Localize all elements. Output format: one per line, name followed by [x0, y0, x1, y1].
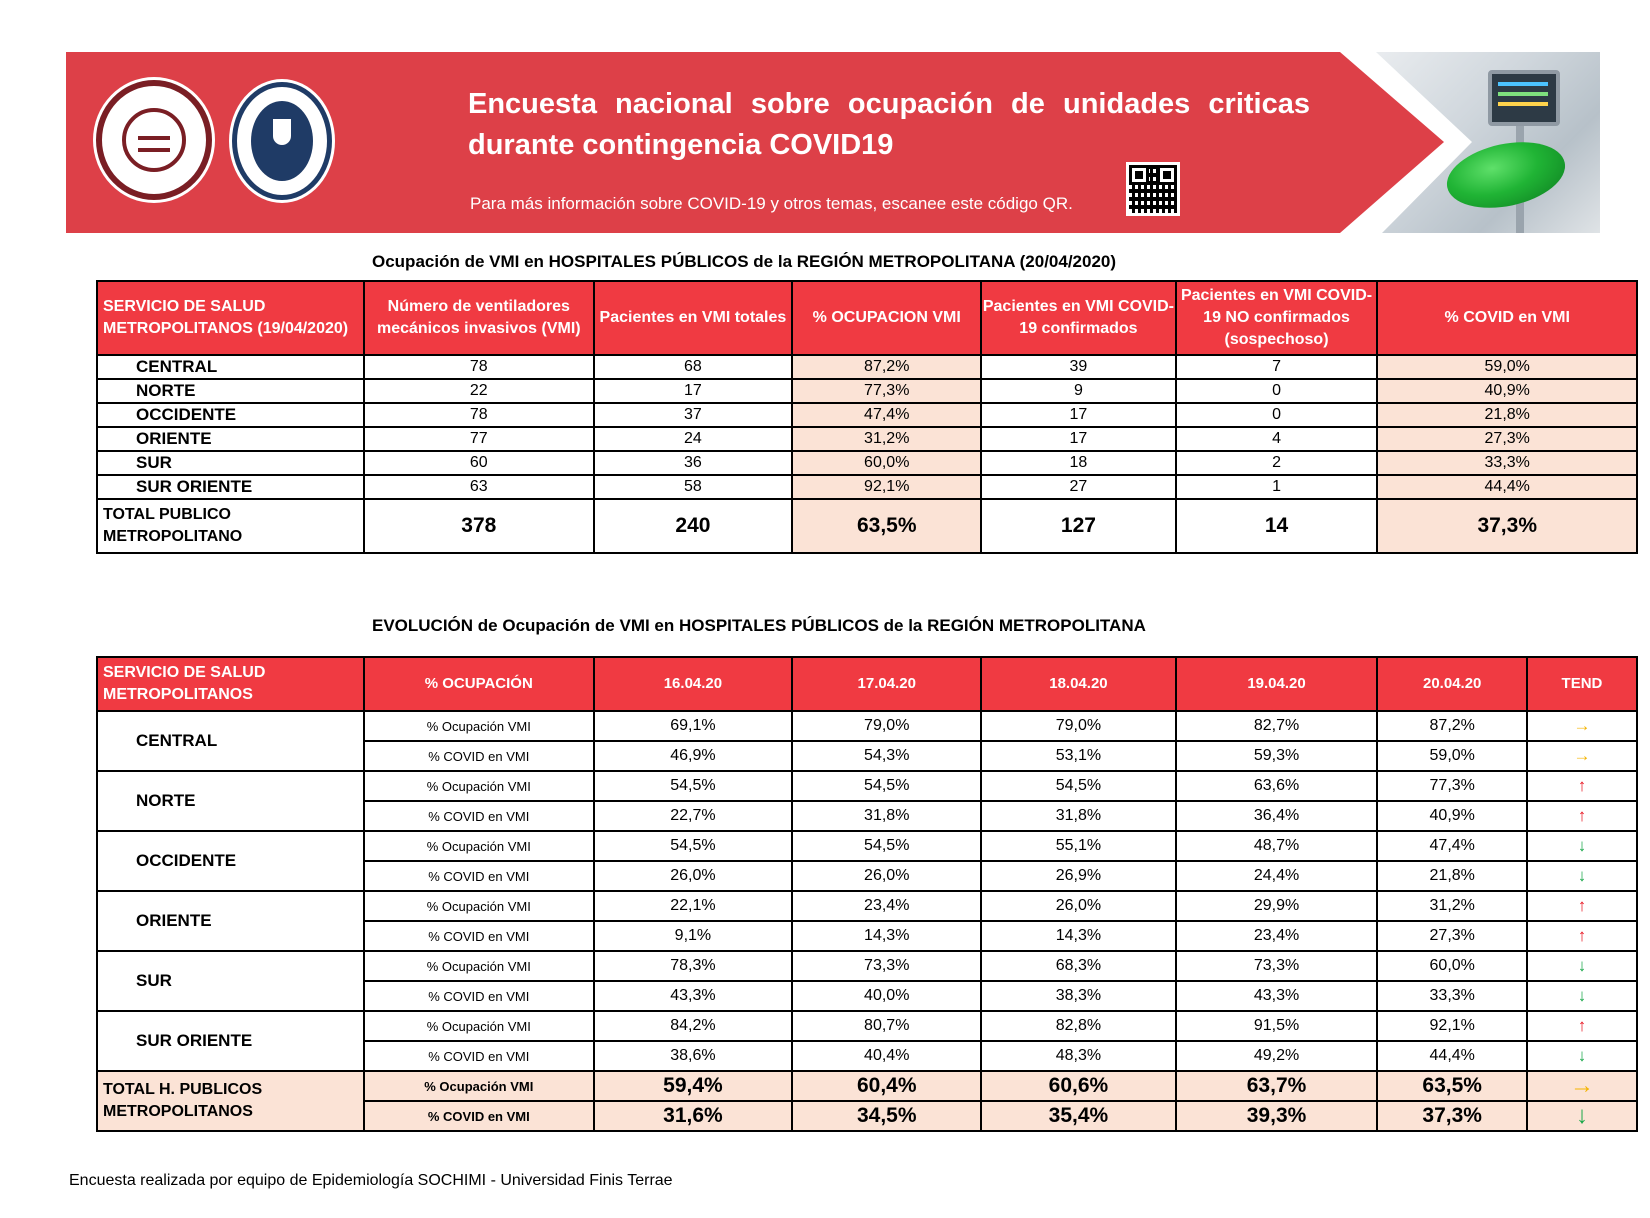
- total-row: [97, 499, 1637, 553]
- table-cell: 21,8%: [1377, 403, 1637, 427]
- table2-title: EVOLUCIÓN de Ocupación de VMI en HOSPITALES PÚBLICOS de la REGIÓN METROPOLITANA: [372, 616, 1146, 635]
- table-cell: 77,3%: [792, 379, 981, 403]
- table-cell: 87,2%: [792, 355, 981, 379]
- table-cell: 63,5%: [1377, 1071, 1527, 1101]
- metric-label: % Ocupación VMI: [364, 951, 594, 981]
- table2-header: 20.04.20: [1377, 657, 1527, 711]
- table-cell: 14,3%: [981, 921, 1175, 951]
- table-cell: 37: [594, 403, 793, 427]
- table1-header: Número de ventiladores mecánicos invasivos (VMI): [364, 281, 594, 355]
- table-row: [97, 475, 1637, 499]
- table-cell: 31,8%: [792, 801, 981, 831]
- table-cell: 78,3%: [594, 951, 793, 981]
- table-cell: 63,6%: [1176, 771, 1378, 801]
- table-cell: 54,5%: [792, 771, 981, 801]
- table-cell: 53,1%: [981, 741, 1175, 771]
- table-row: [97, 403, 1637, 427]
- table-row: [97, 451, 1637, 475]
- metric-label: % Ocupación VMI: [364, 1011, 594, 1041]
- trend-arrow-icon: ↓: [1527, 1041, 1637, 1071]
- table-cell: 27: [981, 475, 1175, 499]
- trend-arrow-icon: ↑: [1527, 891, 1637, 921]
- table-row: [97, 771, 1637, 801]
- table-row: [97, 1011, 1637, 1041]
- table-cell: 378: [364, 499, 594, 553]
- table-cell: 80,7%: [792, 1011, 981, 1041]
- table2-header: SERVICIO DE SALUD METROPOLITANOS: [97, 657, 364, 711]
- table-cell: 49,2%: [1176, 1041, 1378, 1071]
- table-cell: 54,5%: [981, 771, 1175, 801]
- table-cell: 68: [594, 355, 793, 379]
- metric-label: % COVID en VMI: [364, 1101, 594, 1131]
- table2-header: 16.04.20: [594, 657, 793, 711]
- table-cell: 39,3%: [1176, 1101, 1378, 1131]
- table-cell: 21,8%: [1377, 861, 1527, 891]
- trend-arrow-icon: →: [1527, 741, 1637, 771]
- table-cell: 78: [364, 355, 594, 379]
- table-cell: 0: [1176, 403, 1378, 427]
- table-cell: 9,1%: [594, 921, 793, 951]
- table-cell: 14,3%: [792, 921, 981, 951]
- trend-arrow-icon: ↓: [1527, 951, 1637, 981]
- table-cell: 82,8%: [981, 1011, 1175, 1041]
- table-cell: 43,3%: [594, 981, 793, 1011]
- table-cell: 78: [364, 403, 594, 427]
- table-row: [97, 379, 1637, 403]
- occupancy-table: [96, 280, 1638, 554]
- table-cell: 92,1%: [1377, 1011, 1527, 1041]
- table-cell: 40,4%: [792, 1041, 981, 1071]
- table-row: [97, 831, 1637, 861]
- table-cell: 47,4%: [1377, 831, 1527, 861]
- table-cell: 54,5%: [594, 831, 793, 861]
- table1-header: Pacientes en VMI COVID-19 confirmados: [981, 281, 1175, 355]
- finis-terrae-logo: [232, 82, 332, 200]
- table-cell: 38,3%: [981, 981, 1175, 1011]
- trend-arrow-icon: ↑: [1527, 921, 1637, 951]
- table-cell: 34,5%: [792, 1101, 981, 1131]
- page-title: Encuesta nacional sobre ocupación de unidades criticas durante contingencia COVID19: [468, 88, 1310, 161]
- table1-header: Pacientes en VMI COVID-19 NO confirmados (sospechoso): [1176, 281, 1378, 355]
- table-cell: 47,4%: [792, 403, 981, 427]
- table-cell: 26,0%: [594, 861, 793, 891]
- table-cell: 69,1%: [594, 711, 793, 741]
- table-cell: 38,6%: [594, 1041, 793, 1071]
- table-cell: 73,3%: [1176, 951, 1378, 981]
- metric-label: % COVID en VMI: [364, 741, 594, 771]
- table-row: [97, 711, 1637, 741]
- table-cell: 7: [1176, 355, 1378, 379]
- trend-arrow-icon: →: [1527, 711, 1637, 741]
- table-cell: 14: [1176, 499, 1378, 553]
- metric-label: % Ocupación VMI: [364, 711, 594, 741]
- table-cell: TOTAL PUBLICO METROPOLITANO: [97, 499, 364, 553]
- metric-label: % Ocupación VMI: [364, 771, 594, 801]
- table-cell: 77: [364, 427, 594, 451]
- table-row: [97, 951, 1637, 981]
- table-cell: 40,9%: [1377, 379, 1637, 403]
- page-subtitle: Para más información sobre COVID-19 y otros temas, escanee este código QR.: [470, 194, 1073, 213]
- table-cell: 58: [594, 475, 793, 499]
- table-cell: OCCIDENTE: [97, 403, 364, 427]
- metric-label: % COVID en VMI: [364, 921, 594, 951]
- table-cell: 60,6%: [981, 1071, 1175, 1101]
- table-cell: 87,2%: [1377, 711, 1527, 741]
- service-name: ORIENTE: [97, 891, 364, 951]
- table-cell: 40,0%: [792, 981, 981, 1011]
- table-cell: 59,4%: [594, 1071, 793, 1101]
- metric-label: % COVID en VMI: [364, 981, 594, 1011]
- service-name: TOTAL H. PUBLICOS METROPOLITANOS: [97, 1071, 364, 1131]
- table-cell: 26,0%: [792, 861, 981, 891]
- metric-label: % COVID en VMI: [364, 801, 594, 831]
- table-cell: 44,4%: [1377, 1041, 1527, 1071]
- table-cell: 48,7%: [1176, 831, 1378, 861]
- table-cell: 60,0%: [1377, 951, 1527, 981]
- table-cell: ORIENTE: [97, 427, 364, 451]
- table-cell: 2: [1176, 451, 1378, 475]
- footnote: Encuesta realizada por equipo de Epidemiología SOCHIMI - Universidad Finis Terrae: [69, 1172, 673, 1189]
- table-cell: 127: [981, 499, 1175, 553]
- table-cell: 9: [981, 379, 1175, 403]
- table1-header-row: [97, 281, 1637, 355]
- metric-label: % COVID en VMI: [364, 1041, 594, 1071]
- table-cell: 29,9%: [1176, 891, 1378, 921]
- table-cell: 79,0%: [981, 711, 1175, 741]
- table-cell: 59,0%: [1377, 741, 1527, 771]
- table-cell: 59,0%: [1377, 355, 1637, 379]
- table-cell: 33,3%: [1377, 451, 1637, 475]
- table-cell: 60: [364, 451, 594, 475]
- table1-title: Ocupación de VMI en HOSPITALES PÚBLICOS de la REGIÓN METROPOLITANA (20/04/2020): [372, 252, 1117, 271]
- table-row: [97, 891, 1637, 921]
- table-cell: 26,0%: [981, 891, 1175, 921]
- table-cell: 17: [981, 427, 1175, 451]
- table-cell: 54,3%: [792, 741, 981, 771]
- table-cell: NORTE: [97, 379, 364, 403]
- table-cell: 33,3%: [1377, 981, 1527, 1011]
- table-cell: 27,3%: [1377, 921, 1527, 951]
- trend-arrow-icon: ↓: [1527, 861, 1637, 891]
- trend-arrow-icon: ↑: [1527, 1011, 1637, 1041]
- table-cell: SUR ORIENTE: [97, 475, 364, 499]
- trend-arrow-icon: →: [1527, 1071, 1637, 1101]
- table1-header: % COVID en VMI: [1377, 281, 1637, 355]
- table1-header: Pacientes en VMI totales: [594, 281, 793, 355]
- table-cell: 35,4%: [981, 1101, 1175, 1131]
- table-cell: 79,0%: [792, 711, 981, 741]
- table-cell: 37,3%: [1377, 1101, 1527, 1131]
- table-cell: 60,4%: [792, 1071, 981, 1101]
- table-cell: 92,1%: [792, 475, 981, 499]
- table-cell: 36: [594, 451, 793, 475]
- table2-header: 19.04.20: [1176, 657, 1378, 711]
- metric-label: % Ocupación VMI: [364, 891, 594, 921]
- table-cell: 84,2%: [594, 1011, 793, 1041]
- table-cell: 31,2%: [792, 427, 981, 451]
- table-cell: 82,7%: [1176, 711, 1378, 741]
- table-cell: 46,9%: [594, 741, 793, 771]
- table-cell: 24,4%: [1176, 861, 1378, 891]
- table-cell: 240: [594, 499, 793, 553]
- table2-header-row: [97, 657, 1637, 711]
- table-row: [97, 427, 1637, 451]
- table-cell: 39: [981, 355, 1175, 379]
- table-cell: SUR: [97, 451, 364, 475]
- evolution-table: [96, 656, 1638, 1132]
- table-cell: 31,8%: [981, 801, 1175, 831]
- metric-label: % Ocupación VMI: [364, 1071, 594, 1101]
- table2-header: % OCUPACIÓN: [364, 657, 594, 711]
- table-cell: 36,4%: [1176, 801, 1378, 831]
- table-cell: 40,9%: [1377, 801, 1527, 831]
- service-name: SUR: [97, 951, 364, 1011]
- table-cell: CENTRAL: [97, 355, 364, 379]
- table-cell: 68,3%: [981, 951, 1175, 981]
- table-cell: 54,5%: [792, 831, 981, 861]
- table-cell: 73,3%: [792, 951, 981, 981]
- trend-arrow-icon: ↓: [1527, 981, 1637, 1011]
- metric-label: % COVID en VMI: [364, 861, 594, 891]
- table-cell: 59,3%: [1176, 741, 1378, 771]
- table-cell: 4: [1176, 427, 1378, 451]
- ventilator-monitor-icon: [1488, 70, 1560, 126]
- trend-arrow-icon: ↑: [1527, 771, 1637, 801]
- ambu-bag-icon: [1441, 132, 1571, 218]
- table-cell: 60,0%: [792, 451, 981, 475]
- table-cell: 43,3%: [1176, 981, 1378, 1011]
- table-cell: 31,2%: [1377, 891, 1527, 921]
- table-cell: 23,4%: [792, 891, 981, 921]
- table-cell: 63,7%: [1176, 1071, 1378, 1101]
- table-cell: 22,1%: [594, 891, 793, 921]
- table-cell: 24: [594, 427, 793, 451]
- table-cell: 17: [981, 403, 1175, 427]
- table-cell: 1: [1176, 475, 1378, 499]
- table-cell: 44,4%: [1377, 475, 1637, 499]
- total-row: [97, 1071, 1637, 1101]
- service-name: CENTRAL: [97, 711, 364, 771]
- table-cell: 77,3%: [1377, 771, 1527, 801]
- table-cell: 63: [364, 475, 594, 499]
- sochimi-logo: [96, 80, 212, 200]
- table-cell: 63,5%: [792, 499, 981, 553]
- table-cell: 31,6%: [594, 1101, 793, 1131]
- table-cell: 22: [364, 379, 594, 403]
- table-cell: 54,5%: [594, 771, 793, 801]
- table2-header: 17.04.20: [792, 657, 981, 711]
- table-cell: 17: [594, 379, 793, 403]
- trend-arrow-icon: ↑: [1527, 801, 1637, 831]
- metric-label: % Ocupación VMI: [364, 831, 594, 861]
- table-cell: 55,1%: [981, 831, 1175, 861]
- table2-header: 18.04.20: [981, 657, 1175, 711]
- table-cell: 27,3%: [1377, 427, 1637, 451]
- table-cell: 23,4%: [1176, 921, 1378, 951]
- table-cell: 22,7%: [594, 801, 793, 831]
- header-banner: [66, 52, 1600, 233]
- table1-header: SERVICIO DE SALUD METROPOLITANOS (19/04/2020): [97, 281, 364, 355]
- table-cell: 18: [981, 451, 1175, 475]
- table-cell: 37,3%: [1377, 499, 1637, 553]
- table-cell: 48,3%: [981, 1041, 1175, 1071]
- service-name: NORTE: [97, 771, 364, 831]
- qr-code-icon[interactable]: [1126, 162, 1180, 216]
- trend-arrow-icon: ↓: [1527, 1101, 1637, 1131]
- service-name: OCCIDENTE: [97, 831, 364, 891]
- table-row: [97, 355, 1637, 379]
- table2-header: TEND: [1527, 657, 1637, 711]
- table-cell: 0: [1176, 379, 1378, 403]
- service-name: SUR ORIENTE: [97, 1011, 364, 1071]
- table1-header: % OCUPACION VMI: [792, 281, 981, 355]
- table-cell: 26,9%: [981, 861, 1175, 891]
- trend-arrow-icon: ↓: [1527, 831, 1637, 861]
- table-cell: 91,5%: [1176, 1011, 1378, 1041]
